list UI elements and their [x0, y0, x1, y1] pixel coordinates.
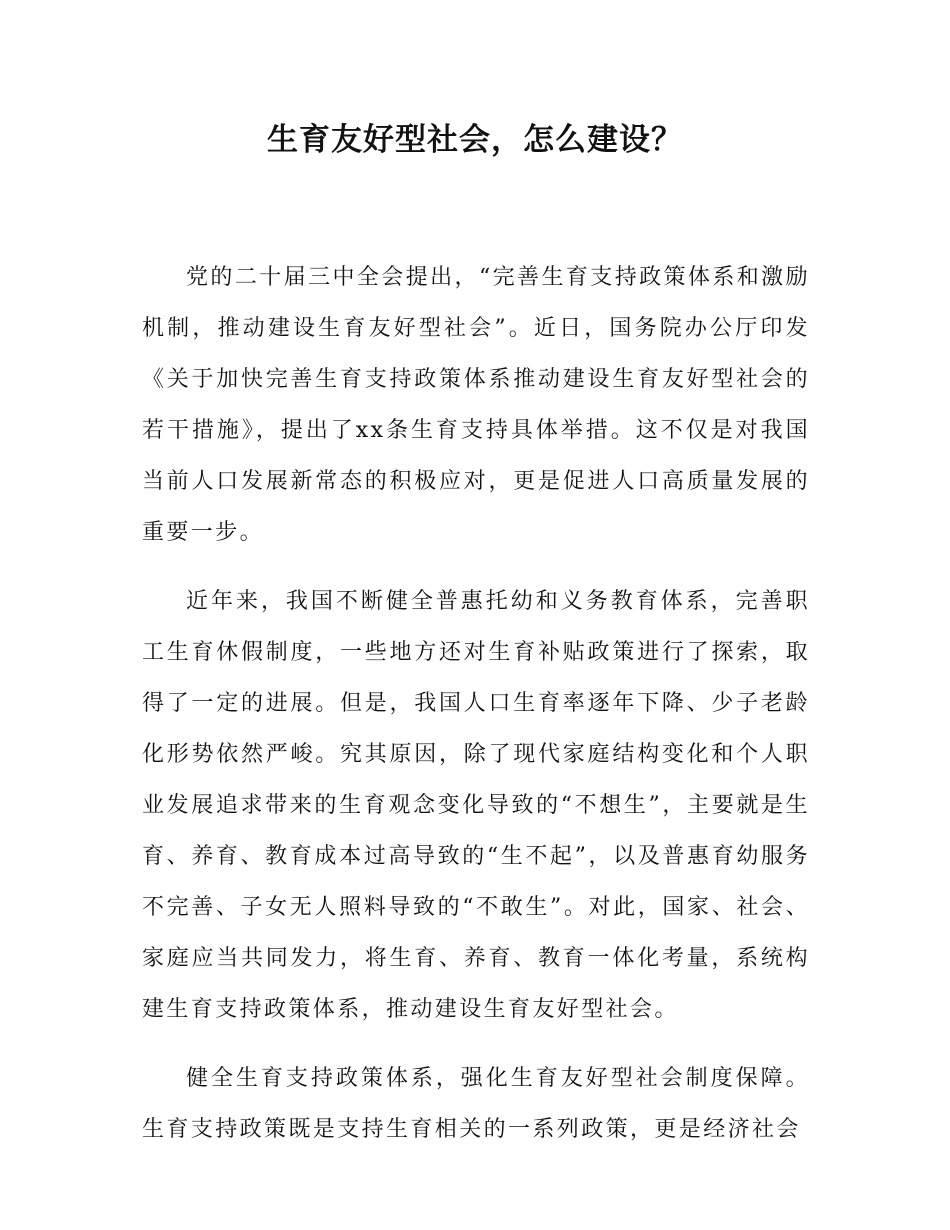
document-body	[142, 252, 810, 1173]
paragraph-2: 近年来，我国不断健全普惠托幼和义务教育体系，完善职工生育休假制度，一些地方还对生育补贴政策进行了探索，取得了一定的进展。但是，我国人口生育率逐年下降、少子老龄化形势依然严峻。究其原因，除了现代家庭结构变化和个人职业发展追求带来的生育观念变化导致的“不想生”，主要就是生育、养育、教育成本过高导致的“生不起”，以及普惠育幼服务不完善、子女无人照料导致的“不敢生”。对此，国家、社会、家庭应当共同发力，将生育、养育、教育一体化考量，系统构建生育支持政策体系，推动建设生育友好型社会。	[142, 589, 810, 1022]
document-title: 生育友好型社会，怎么建设？	[267, 122, 683, 158]
paragraph-3: 健全生育支持政策体系，强化生育友好型社会制度保障。生育支持政策既是支持生育相关的一系列政策，更是经济社会	[142, 1066, 810, 1142]
paragraph-1: 党的二十届三中全会提出，“完善生育支持政策体系和激励机制，推动建设生育友好型社会”。近日，国务院办公厅印发《关于加快完善生育支持政策体系推动建设生育友好型社会的若干措施》，提出了xx条生育支持具体举措。这不仅是对我国当前人口发展新常态的积极应对，更是促进人口高质量发展的重要一步。	[142, 265, 810, 545]
